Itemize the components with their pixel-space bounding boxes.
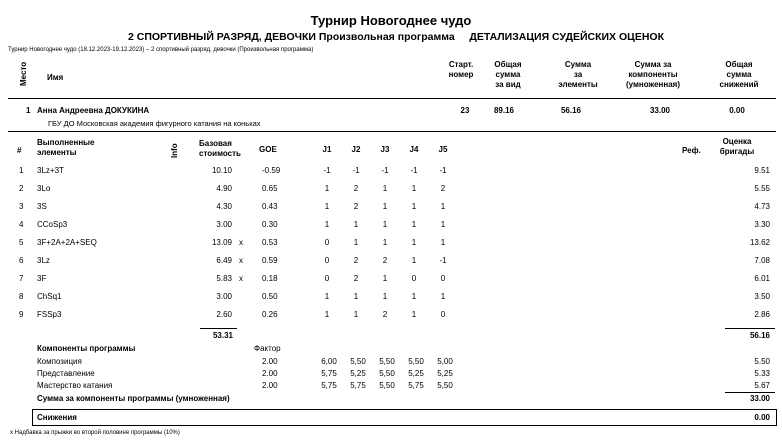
elements-total-divider-right bbox=[725, 328, 775, 329]
element-judge-3-score: 1 bbox=[382, 220, 388, 229]
element-num: 7 bbox=[19, 274, 24, 283]
element-name: 3F bbox=[37, 274, 47, 283]
element-judge-4-score: 1 bbox=[411, 292, 417, 301]
total-score-header: Общая сумма за вид bbox=[494, 60, 522, 89]
component-judge-2-score: 5,50 bbox=[350, 357, 366, 366]
element-num: 4 bbox=[19, 220, 24, 229]
element-num: 2 bbox=[19, 184, 24, 193]
judge-4-header: J4 bbox=[409, 145, 419, 154]
summary-divider bbox=[8, 131, 776, 132]
component-factor: 2.00 bbox=[262, 369, 278, 378]
component-name: Композиция bbox=[37, 357, 82, 366]
element-base-value: 5.83 bbox=[216, 274, 232, 283]
element-num-header: # bbox=[17, 146, 22, 155]
components-total-label: Сумма за компоненты программы (умноженная) bbox=[37, 394, 230, 403]
element-judge-1-score: 1 bbox=[324, 292, 330, 301]
component-factor: 2.00 bbox=[262, 357, 278, 366]
element-base-value: 3.00 bbox=[216, 220, 232, 229]
goe-header: GOE bbox=[259, 145, 277, 154]
page-subtitle: 2 СПОРТИВНЫЙ РАЗРЯД, ДЕВОЧКИ Произвольная программа ДЕТАЛИЗАЦИЯ СУДЕЙСКИХ ОЦЕНОК bbox=[128, 31, 664, 43]
element-num: 6 bbox=[19, 256, 24, 265]
element-judge-5-score: 1 bbox=[440, 292, 446, 301]
component-judge-3-score: 5,50 bbox=[379, 381, 395, 390]
skater-start-number: 23 bbox=[460, 106, 470, 115]
components-title: Компоненты программы bbox=[37, 344, 136, 353]
element-judge-4-score: 0 bbox=[411, 274, 417, 283]
element-judge-3-score: 2 bbox=[382, 310, 388, 319]
element-judge-5-score: 1 bbox=[440, 238, 446, 247]
element-goe: -0.59 bbox=[262, 166, 281, 175]
skater-club: ГБУ ДО Московская академия фигурного катания на коньках bbox=[48, 119, 261, 128]
element-judge-5-score: 2 bbox=[440, 184, 446, 193]
element-panel-score: 5.55 bbox=[754, 184, 770, 193]
element-judge-5-score: -1 bbox=[439, 166, 447, 175]
element-name: 3Lz bbox=[37, 256, 50, 265]
element-goe: 0.43 bbox=[262, 202, 278, 211]
skater-name: Анна Андреевна ДОКУКИНА bbox=[37, 106, 150, 115]
page-title: Турнир Новогоднее чудо bbox=[310, 13, 472, 28]
element-judge-3-score: 2 bbox=[382, 256, 388, 265]
element-judge-4-score: 1 bbox=[411, 220, 417, 229]
deductions-header: Общая сумма снижений bbox=[719, 60, 759, 89]
element-panel-score: 4.73 bbox=[754, 202, 770, 211]
footnote: x Надбавка за прыжки во второй половине программы (10%) bbox=[10, 430, 180, 436]
component-score: 5.33 bbox=[754, 369, 770, 378]
element-base-value: 4.30 bbox=[216, 202, 232, 211]
judge-3-header: J3 bbox=[380, 145, 390, 154]
factor-header: Фактор bbox=[254, 344, 281, 353]
element-judge-1-score: -1 bbox=[323, 166, 331, 175]
judge-1-header: J1 bbox=[322, 145, 332, 154]
component-judge-1-score: 5,75 bbox=[321, 381, 337, 390]
element-name: ChSq1 bbox=[37, 292, 62, 301]
element-goe: 0.18 bbox=[262, 274, 278, 283]
element-num: 8 bbox=[19, 292, 24, 301]
event-caption: Турнир Новогоднее чудо (18.12.2023-19.12.2023) – 2 спортивный разряд, девочки (Произвольная программа) bbox=[8, 47, 314, 53]
element-name: 3Lz+3T bbox=[37, 166, 64, 175]
element-name: FSSp3 bbox=[37, 310, 62, 319]
element-panel-score: 3.30 bbox=[754, 220, 770, 229]
element-judge-5-score: 0 bbox=[440, 274, 446, 283]
element-judge-1-score: 1 bbox=[324, 310, 330, 319]
skater-total: 89.16 bbox=[493, 106, 515, 115]
deductions-box bbox=[32, 409, 777, 426]
deductions-value: 0.00 bbox=[754, 413, 770, 422]
header-divider bbox=[8, 98, 776, 99]
element-judge-2-score: -1 bbox=[352, 166, 360, 175]
element-judge-3-score: -1 bbox=[381, 166, 389, 175]
element-judge-3-score: 1 bbox=[382, 184, 388, 193]
element-num: 5 bbox=[19, 238, 24, 247]
element-judge-3-score: 1 bbox=[382, 202, 388, 211]
component-judge-4-score: 5,75 bbox=[408, 381, 424, 390]
element-judge-3-score: 1 bbox=[382, 292, 388, 301]
element-panel-score: 13.62 bbox=[749, 238, 770, 247]
skater-place: 1 bbox=[26, 106, 31, 115]
element-bonus-mark: x bbox=[239, 256, 243, 265]
element-name: 3Lo bbox=[37, 184, 51, 193]
element-bonus-mark: x bbox=[239, 274, 243, 283]
base-value-header: Базовая стоимость bbox=[199, 139, 241, 158]
element-panel-score: 3.50 bbox=[754, 292, 770, 301]
element-num: 3 bbox=[19, 202, 24, 211]
elements-score-header: Сумма за элементы bbox=[558, 60, 598, 89]
component-score: 5.50 bbox=[754, 357, 770, 366]
element-base-value: 2.60 bbox=[216, 310, 232, 319]
element-judge-2-score: 2 bbox=[353, 184, 359, 193]
skater-elements-score: 56.16 bbox=[560, 106, 582, 115]
component-judge-5-score: 5,25 bbox=[437, 369, 453, 378]
element-judge-4-score: 1 bbox=[411, 256, 417, 265]
element-base-value: 13.09 bbox=[211, 238, 232, 247]
component-judge-4-score: 5,50 bbox=[408, 357, 424, 366]
element-panel-score: 9.51 bbox=[754, 166, 770, 175]
element-name: CCoSp3 bbox=[37, 220, 68, 229]
deductions-label: Снижения bbox=[37, 413, 77, 422]
element-judge-1-score: 0 bbox=[324, 256, 330, 265]
component-name: Мастерство катания bbox=[37, 381, 113, 390]
elements-total: 56.16 bbox=[749, 331, 770, 340]
element-name: 3S bbox=[37, 202, 47, 211]
component-judge-5-score: 5,00 bbox=[437, 357, 453, 366]
element-judge-5-score: -1 bbox=[439, 256, 447, 265]
element-judge-1-score: 0 bbox=[324, 238, 330, 247]
element-judge-4-score: 1 bbox=[411, 238, 417, 247]
element-judge-2-score: 1 bbox=[353, 310, 359, 319]
element-judge-2-score: 2 bbox=[353, 274, 359, 283]
component-judge-3-score: 5,50 bbox=[379, 357, 395, 366]
name-header: Имя bbox=[47, 73, 64, 82]
components-total: 33.00 bbox=[749, 394, 770, 403]
element-judge-1-score: 0 bbox=[324, 274, 330, 283]
element-goe: 0.30 bbox=[262, 220, 278, 229]
component-name: Представление bbox=[37, 369, 95, 378]
element-judge-4-score: 1 bbox=[411, 310, 417, 319]
element-goe: 0.65 bbox=[262, 184, 278, 193]
place-header: Место bbox=[19, 61, 28, 86]
element-panel-score: 6.01 bbox=[754, 274, 770, 283]
element-judge-2-score: 1 bbox=[353, 238, 359, 247]
info-header: Info bbox=[170, 143, 179, 158]
start-number-header: Старт. номер bbox=[448, 60, 474, 79]
component-judge-4-score: 5,25 bbox=[408, 369, 424, 378]
executed-elements-header: Выполненные элементы bbox=[37, 138, 95, 157]
element-judge-2-score: 2 bbox=[353, 202, 359, 211]
element-judge-4-score: -1 bbox=[410, 166, 418, 175]
element-name: 3F+2A+2A+SEQ bbox=[37, 238, 97, 247]
element-judge-2-score: 2 bbox=[353, 256, 359, 265]
component-factor: 2.00 bbox=[262, 381, 278, 390]
element-num: 1 bbox=[19, 166, 24, 175]
elements-total-divider bbox=[200, 328, 237, 329]
component-judge-2-score: 5,25 bbox=[350, 369, 366, 378]
element-judge-1-score: 1 bbox=[324, 184, 330, 193]
component-judge-3-score: 5,50 bbox=[379, 369, 395, 378]
element-base-value: 4.90 bbox=[216, 184, 232, 193]
element-judge-2-score: 1 bbox=[353, 292, 359, 301]
components-score-header: Сумма за компоненты (умноженная) bbox=[626, 60, 680, 89]
element-goe: 0.50 bbox=[262, 292, 278, 301]
panel-score-header: Оценка бригады bbox=[719, 137, 755, 156]
components-total-divider bbox=[725, 392, 775, 393]
element-judge-5-score: 0 bbox=[440, 310, 446, 319]
element-num: 9 bbox=[19, 310, 24, 319]
base-value-total: 53.31 bbox=[212, 331, 233, 340]
element-goe: 0.26 bbox=[262, 310, 278, 319]
element-goe: 0.59 bbox=[262, 256, 278, 265]
element-bonus-mark: x bbox=[239, 238, 243, 247]
element-judge-5-score: 1 bbox=[440, 202, 446, 211]
element-panel-score: 7.08 bbox=[754, 256, 770, 265]
judge-5-header: J5 bbox=[438, 145, 448, 154]
element-base-value: 6.49 bbox=[216, 256, 232, 265]
element-panel-score: 2.86 bbox=[754, 310, 770, 319]
element-judge-3-score: 1 bbox=[382, 274, 388, 283]
element-judge-2-score: 1 bbox=[353, 220, 359, 229]
element-base-value: 10.10 bbox=[211, 166, 232, 175]
component-judge-5-score: 5,50 bbox=[437, 381, 453, 390]
element-judge-1-score: 1 bbox=[324, 220, 330, 229]
skater-deductions: 0.00 bbox=[729, 106, 745, 115]
skater-components-score: 33.00 bbox=[649, 106, 671, 115]
element-judge-4-score: 1 bbox=[411, 184, 417, 193]
judge-2-header: J2 bbox=[351, 145, 361, 154]
component-judge-2-score: 5,75 bbox=[350, 381, 366, 390]
element-judge-5-score: 1 bbox=[440, 220, 446, 229]
referee-header: Реф. bbox=[682, 146, 701, 155]
element-judge-1-score: 1 bbox=[324, 202, 330, 211]
element-base-value: 3.00 bbox=[216, 292, 232, 301]
component-judge-1-score: 5,75 bbox=[321, 369, 337, 378]
element-goe: 0.53 bbox=[262, 238, 278, 247]
component-judge-1-score: 6,00 bbox=[321, 357, 337, 366]
component-score: 5.67 bbox=[754, 381, 770, 390]
element-judge-3-score: 1 bbox=[382, 238, 388, 247]
element-judge-4-score: 1 bbox=[411, 202, 417, 211]
